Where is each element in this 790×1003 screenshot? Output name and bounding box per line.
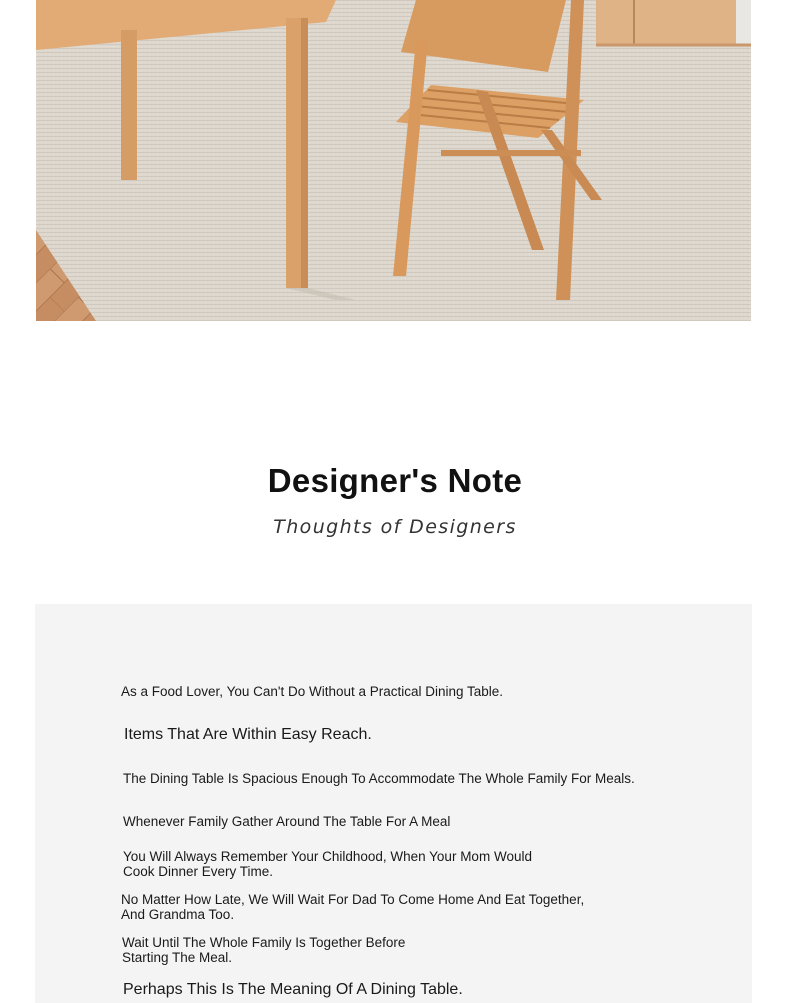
description-line: Starting The Meal. (122, 950, 233, 965)
description-line: Whenever Family Gather Around The Table For A Meal (123, 814, 451, 829)
description-line: You Will Always Remember Your Childhood, When Your Mom Would (123, 849, 532, 864)
description-panel (35, 604, 752, 1003)
description-line: Perhaps This Is The Meaning Of A Dining Table. (123, 981, 463, 998)
dining-room-photo (36, 0, 751, 321)
description-line: The Dining Table Is Spacious Enough To Accommodate The Whole Family For Meals. (123, 771, 635, 786)
description-line: And Grandma Too. (121, 907, 235, 922)
description-line: No Matter How Late, We Will Wait For Dad To Come Home And Eat Together, (121, 892, 585, 907)
cabinet (596, 0, 751, 45)
product-photo (36, 0, 751, 321)
description-line: Items That Are Within Easy Reach. (124, 726, 372, 743)
description-line: Cook Dinner Every Time. (123, 864, 274, 879)
designers-note-title: Designer's Note (267, 462, 523, 499)
description-line: As a Food Lover, You Can't Do Without a Practical Dining Table. (121, 684, 504, 699)
description-line: Wait Until The Whole Family Is Together Before (122, 935, 406, 950)
designers-note-subtitle: Thoughts of Designers (273, 516, 517, 538)
